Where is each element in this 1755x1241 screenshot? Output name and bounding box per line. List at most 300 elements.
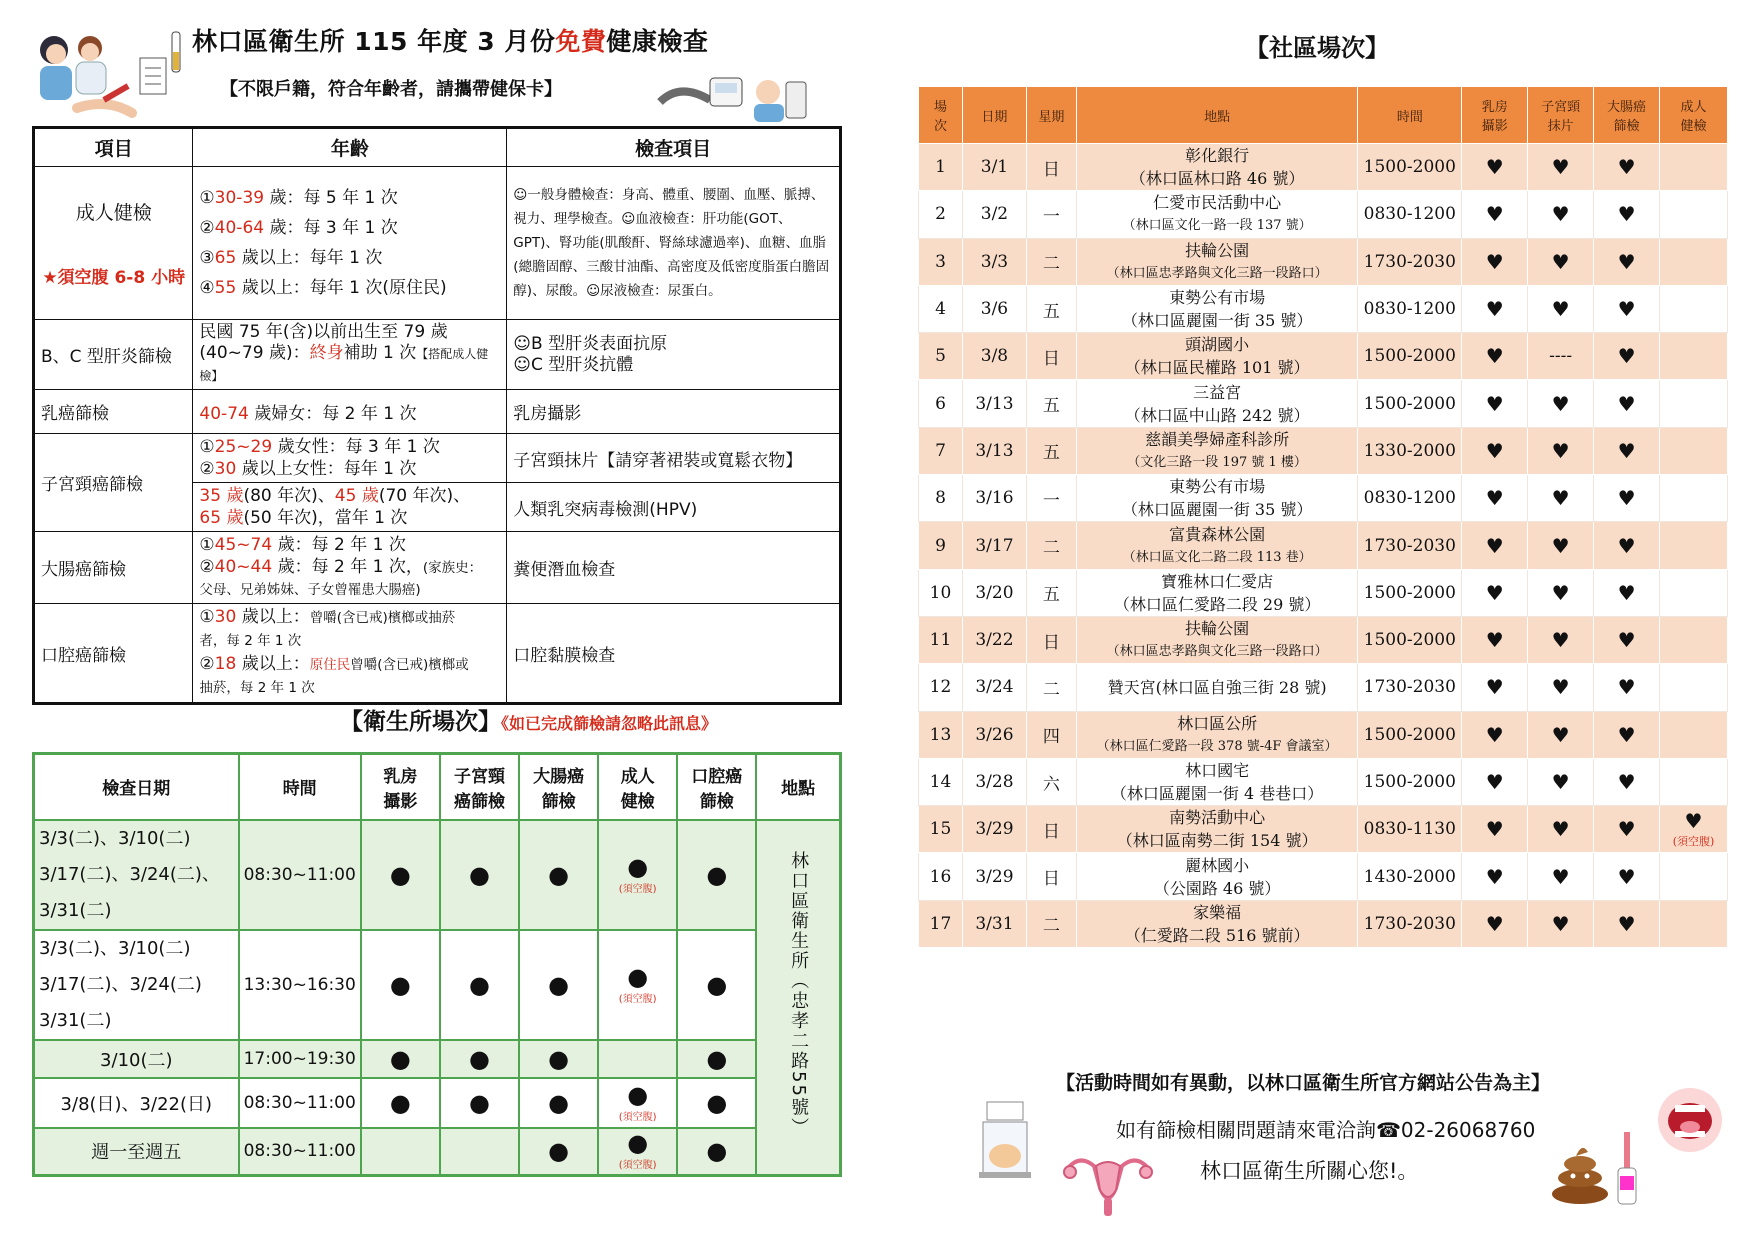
hepatitis-exam: ☺C 型肝炎抗體 [513,354,634,375]
community-location [1076,664,1358,711]
dot-adult: ● (須空腹) [598,820,677,930]
community-location [1076,569,1358,616]
community-no: 17 [919,900,963,947]
community-no: 1 [919,144,963,191]
hpv-ages: 35 歲(80 年次)、45 歲(70 年次)、 65 歲(50 年次)，當年 1 次 [193,483,507,532]
community-location-name: 南勢活動中心 [1169,808,1266,828]
dot-cervical-empty [440,1128,519,1176]
adult-empty [1659,285,1727,332]
breast-age: 40-74 歲婦女：每 2 年 1 次 [193,390,507,434]
heart-colon: ♥ [1594,285,1660,332]
heart-breast: ♥ [1462,191,1528,238]
community-row [919,285,1728,332]
table-row-breast [34,390,841,434]
community-location-name: 寶雅林口仁愛店 [1161,571,1274,591]
heart-cervical: ♥ [1528,806,1594,853]
heart-breast: ♥ [1462,616,1528,663]
heart-cervical: ♥ [1528,664,1594,711]
community-time: 1500-2000 [1358,380,1462,427]
community-location-name: 仁愛市民活動中心 [1153,193,1282,213]
dot-adult: ● (須空腹) [598,1078,677,1128]
table-row-hepatitis [34,320,841,390]
community-row [919,380,1728,427]
community-no: 7 [919,427,963,474]
community-row [919,758,1728,805]
community-day: 五 [1026,569,1076,616]
dot-cervical: ● [440,820,519,930]
community-day: 日 [1026,616,1076,663]
community-day: 日 [1026,144,1076,191]
clinic-row [34,820,841,930]
heart-cervical: ♥ [1528,616,1594,663]
heart-cervical: ♥ [1528,522,1594,569]
community-header-row [919,87,1728,144]
heart-breast: ♥ [1462,285,1528,332]
clinic-row [34,1128,841,1176]
cervical-age-line: ①25~29 歲女性：每 3 年 1 次 [199,437,440,457]
heart-breast: ♥ [1462,522,1528,569]
community-location [1076,806,1358,853]
community-date: 3/29 [962,806,1026,853]
adult-empty [1659,664,1727,711]
table-header-row [34,128,841,167]
community-no: 9 [919,522,963,569]
community-header-date: 日期 [962,87,1026,144]
dot-oral: ● [677,930,756,1040]
community-location [1076,380,1358,427]
community-time: 1730-2030 [1358,238,1462,285]
community-location-address: （林口區麗園一街 35 號） [1121,311,1313,331]
community-day: 一 [1026,475,1076,522]
community-date: 3/13 [962,427,1026,474]
clinic-date: 3/3(二)、3/10(二) 3/17(二)、3/24(二)、 3/31(二) [34,820,239,930]
heart-breast: ♥ [1462,758,1528,805]
dot-colon: ● [519,1040,598,1078]
community-row [919,475,1728,522]
clinic-header-adult: 成人 健檢 [598,754,677,820]
community-no: 14 [919,758,963,805]
community-location [1076,191,1358,238]
colorectal-age-line: ①45~74 歲：每 2 年 1 次 [199,535,406,555]
page-subtitle: 【不限戶籍，符合年齡者，請攜帶健保卡】 [220,79,562,100]
heart-colon: ♥ [1594,191,1660,238]
community-location-name: 三益宮 [1193,382,1242,402]
community-time: 1500-2000 [1358,569,1462,616]
community-location [1076,144,1358,191]
dot-oral: ● [677,1040,756,1078]
clinic-date: 週一至週五 [34,1128,239,1176]
community-no: 4 [919,285,963,332]
adult-age-line: ①30-39 歲：每 5 年 1 次 [199,188,398,208]
community-day: 日 [1026,853,1076,900]
community-location [1076,475,1358,522]
breast-exam: 乳房攝影 [507,390,841,434]
community-no: 16 [919,853,963,900]
community-no: 5 [919,333,963,380]
dot-adult: ● (須空腹) [598,1128,677,1176]
community-location-name: 慈韻美學婦產科診所 [1145,429,1290,449]
heart-colon: ♥ [1594,238,1660,285]
heart-colon: ♥ [1594,616,1660,663]
community-location-name: 東勢公有市場 [1169,288,1266,308]
community-time: 1730-2030 [1358,664,1462,711]
heart-colon: ♥ [1594,806,1660,853]
heart-breast: ♥ [1462,806,1528,853]
community-row [919,616,1728,663]
dot-breast: ● [361,820,440,930]
community-row [919,806,1728,853]
adult-name-cell [34,167,193,320]
heart-cervical: ♥ [1528,427,1594,474]
heart-cervical: ♥ [1528,475,1594,522]
community-header-location: 地點 [1076,87,1358,144]
community-location-address: （林口區仁愛路二段 29 號） [1113,594,1321,614]
breast-name: 乳癌篩檢 [34,390,193,434]
community-date: 3/16 [962,475,1026,522]
cervical-exam: 子宮頸抹片【請穿著裙裝或寬鬆衣物】 [507,434,841,483]
community-time: 1500-2000 [1358,333,1462,380]
colorectal-exam: 糞便潛血檢查 [507,532,841,604]
community-date: 3/17 [962,522,1026,569]
community-day: 二 [1026,238,1076,285]
title-prefix: 林口區衛生所 115 年度 3 月份 [192,27,556,56]
dot-colon: ● [519,1078,598,1128]
dot-colon: ● [519,930,598,1040]
clinic-date: 3/3(二)、3/10(二) 3/17(二)、3/24(二) 3/31(二) [34,930,239,1040]
change-notice: 【活動時間如有異動，以林口區衛生所官方網站公告為主】 [1056,1072,1551,1094]
community-location-address: （仁愛路二段 516 號前） [1124,925,1310,945]
clinic-header-cervical: 子宮頸 癌篩檢 [440,754,519,820]
heart-cervical: ♥ [1528,238,1594,285]
adult-empty [1659,380,1727,427]
oral-age-line: ①30 歲以上：曾嚼(含已戒)檳榔或抽菸 [199,607,456,627]
adult-empty [1659,900,1727,947]
clinic-header-breast: 乳房 攝影 [361,754,440,820]
heart-colon: ♥ [1594,522,1660,569]
clinic-date: 3/10(二) [34,1040,239,1078]
heart-cervical: ♥ [1528,900,1594,947]
community-no: 11 [919,616,963,663]
heart-colon: ♥ [1594,333,1660,380]
community-day: 日 [1026,806,1076,853]
community-day: 五 [1026,427,1076,474]
clinic-time: 17:00~19:30 [239,1040,361,1078]
community-location-address: （林口區文化二路二段 113 巷） [1122,549,1312,565]
community-date: 3/3 [962,238,1026,285]
community-row [919,664,1728,711]
heart-colon: ♥ [1594,853,1660,900]
clinic-row [34,1040,841,1078]
community-location-name: 林口區公所 [1177,713,1258,733]
adult-age-line: ④55 歲以上：每年 1 次(原住民) [199,278,447,298]
community-date: 3/31 [962,900,1026,947]
table-row-colorectal [34,532,841,604]
clinic-note: 《如已完成篩檢請忽略此訊息》 [501,714,718,733]
community-time: 0830-1200 [1358,191,1462,238]
heart-colon: ♥ [1594,711,1660,758]
community-date: 3/24 [962,664,1026,711]
community-location [1076,853,1358,900]
community-location [1076,711,1358,758]
header-exam: 檢查項目 [507,128,841,167]
heart-cervical: ♥ [1528,711,1594,758]
adult-empty [1659,191,1727,238]
community-date: 3/13 [962,380,1026,427]
adult-empty [1659,427,1727,474]
community-location-name: 贊天宮(林口區自強三街 28 號) [1107,677,1327,697]
community-time: 1500-2000 [1358,758,1462,805]
community-date: 3/22 [962,616,1026,663]
dot-adult-empty [598,1040,677,1078]
colorectal-age-line: 父母、兄弟姊妹、子女曾罹患大腸癌) [199,582,421,598]
community-no: 2 [919,191,963,238]
mouth-icon [1655,1085,1725,1155]
adult-empty [1659,853,1727,900]
clinic-title: 【衛生所場次】 [340,709,501,735]
community-no: 15 [919,806,963,853]
community-time: 1730-2030 [1358,522,1462,569]
oral-age-line: 抽菸，每 2 年 1 次 [199,680,315,696]
clinic-header-location: 地點 [756,754,840,820]
adult-empty [1659,711,1727,758]
community-day: 一 [1026,191,1076,238]
adult-ages-cell [193,167,507,320]
clinic-time: 08:30~11:00 [239,820,361,930]
adult-empty [1659,238,1727,285]
community-header-cervical: 子宮頸 抹片 [1528,87,1594,144]
hepatitis-age-line: (40~79 歲)：終身補助 1 次【搭配成人健檢】 [199,343,489,383]
colorectal-name: 大腸癌篩檢 [34,532,193,604]
dot-cervical: ● [440,1040,519,1078]
hepatitis-ages-cell [193,320,507,390]
community-day: 六 [1026,758,1076,805]
clinic-header-oral: 口腔癌 篩檢 [677,754,756,820]
community-header-no: 場 次 [919,87,963,144]
community-day: 五 [1026,285,1076,332]
header-item: 項目 [34,128,193,167]
colorectal-ages-cell [193,532,507,604]
hepatitis-age-line: 民國 75 年(含)以前出生至 79 歲 [199,322,448,342]
adult-empty [1659,144,1727,191]
community-location-name: 富貴森林公園 [1169,524,1266,544]
community-location-address: （公園路 46 號） [1153,878,1281,898]
hepatitis-name: B、C 型肝炎篩檢 [34,320,193,390]
community-row [919,144,1728,191]
community-row [919,238,1728,285]
community-time: 0830-1130 [1358,806,1462,853]
community-row [919,522,1728,569]
community-location-address: （林口區中山路 242 號） [1124,405,1310,425]
heart-cervical: ♥ [1528,380,1594,427]
cervical-age-line: ②30 歲以上女性：每年 1 次 [199,459,417,479]
oral-age-line: 者，每 2 年 1 次 [199,633,302,649]
heart-colon: ♥ [1594,664,1660,711]
dot-breast: ● [361,1040,440,1078]
community-location-name: 家樂福 [1193,902,1242,922]
clinic-time: 08:30~11:00 [239,1078,361,1128]
community-location-name: 麗林國小 [1185,855,1250,875]
table-row-cervical [34,434,841,483]
community-no: 12 [919,664,963,711]
community-row [919,711,1728,758]
community-heading: 【社區場次】 [1245,34,1389,62]
community-header-colon: 大腸癌 篩檢 [1594,87,1660,144]
contact-line: 如有篩檢相關問題請來電洽詢☎02-26068760 [1116,1118,1536,1142]
dot-colon: ● [519,1128,598,1176]
clinic-location: 林口區衛生所（忠孝二路55號） [756,820,840,1176]
clinic-time: 13:30~16:30 [239,930,361,1040]
community-location [1076,333,1358,380]
community-time: 0830-1200 [1358,285,1462,332]
dash-cervical: ---- [1528,333,1594,380]
community-sessions-table [918,86,1728,948]
heart-cervical: ♥ [1528,569,1594,616]
community-location-name: 東勢公有市場 [1169,477,1266,497]
heart-cervical: ♥ [1528,853,1594,900]
stool-test-icon [1548,1128,1658,1208]
community-location-address: （林口區文化一路一段 137 號） [1122,218,1312,234]
community-date: 3/29 [962,853,1026,900]
community-time: 1430-2000 [1358,853,1462,900]
heart-breast: ♥ [1462,900,1528,947]
community-day: 五 [1026,380,1076,427]
community-row [919,900,1728,947]
community-date: 3/6 [962,285,1026,332]
heart-cervical: ♥ [1528,191,1594,238]
adult-name: 成人健檢 [75,202,152,224]
adult-empty [1659,475,1727,522]
community-location-name: 彰化銀行 [1185,146,1250,166]
community-location-name: 頭湖國小 [1185,335,1250,355]
clinic-header-colon: 大腸癌 篩檢 [519,754,598,820]
community-day: 二 [1026,664,1076,711]
hepatitis-exam-cell [507,320,841,390]
community-location-name: 扶輪公園 [1185,240,1250,260]
heart-colon: ♥ [1594,900,1660,947]
adult-empty [1659,569,1727,616]
heart-breast: ♥ [1462,475,1528,522]
community-header-adult: 成人 健檢 [1659,87,1727,144]
adult-empty [1659,758,1727,805]
community-location [1076,238,1358,285]
title-suffix: 健康檢查 [606,27,709,56]
colorectal-age-line: ②40~44 歲：每 2 年 1 次，(家族史： [199,557,483,577]
doctor-illustration [32,28,182,128]
oral-ages-cell [193,604,507,704]
community-location [1076,900,1358,947]
heart-cervical: ♥ [1528,144,1594,191]
community-no: 10 [919,569,963,616]
heart-cervical: ♥ [1528,285,1594,332]
heart-breast: ♥ [1462,853,1528,900]
heart-colon: ♥ [1594,758,1660,805]
community-location [1076,616,1358,663]
community-time: 0830-1200 [1358,475,1462,522]
cervical-ages-cell [193,434,507,483]
community-location-address: （林口區麗園一街 4 巷巷口） [1110,784,1324,803]
community-location-address: （林口區麗園一街 35 號） [1121,500,1313,520]
community-day: 四 [1026,711,1076,758]
heart-colon: ♥ [1594,569,1660,616]
community-location-name: 扶輪公園 [1185,619,1250,639]
heart-breast: ♥ [1462,427,1528,474]
community-row [919,191,1728,238]
adult-age-line: ②40-64 歲：每 3 年 1 次 [199,218,398,238]
adult-age-line: ③65 歲以上：每年 1 次 [199,248,383,268]
heart-colon: ♥ [1594,380,1660,427]
closing-line: 林口區衛生所關心您!。 [1200,1159,1419,1183]
clinic-date: 3/8(日)、3/22(日) [34,1078,239,1128]
community-location [1076,427,1358,474]
clinic-header-time: 時間 [239,754,361,820]
dot-colon: ● [519,820,598,930]
community-time: 1330-2000 [1358,427,1462,474]
adult-exam: ☺一般身體檢查：身高、體重、腰圍、血壓、脈搏、視力、理學檢查。☺血液檢查：肝功能(GOT、GPT)、腎功能(肌酸酐、腎絲球濾過率)、血糖、血脂(總膽固醇、三酸甘油酯、高密度及低密度脂蛋白膽固醇)、尿酸。☺尿液檢查：尿蛋白。 [507,167,841,320]
dot-adult: ● (須空腹) [598,930,677,1040]
dot-cervical: ● [440,1078,519,1128]
clinic-heading [340,703,717,736]
oral-age-line: ②18 歲以上：原住民曾嚼(含已戒)檳榔或 [199,654,469,674]
table-row-oral [34,604,841,704]
clinic-header-row [34,754,841,820]
oral-exam: 口腔黏膜檢查 [507,604,841,704]
community-row [919,427,1728,474]
community-location [1076,285,1358,332]
heart-colon: ♥ [1594,427,1660,474]
community-no: 6 [919,380,963,427]
oral-name: 口腔癌篩檢 [34,604,193,704]
hepatitis-exam: ☺B 型肝炎表面抗原 [513,333,668,354]
community-row [919,333,1728,380]
community-time: 1500-2000 [1358,616,1462,663]
community-row [919,569,1728,616]
community-location-address: （林口區忠孝路與文化三路一段路口） [1106,644,1328,660]
community-no: 8 [919,475,963,522]
community-day: 日 [1026,333,1076,380]
blood-pressure-illustration [650,72,810,124]
community-date: 3/2 [962,191,1026,238]
community-date: 3/26 [962,711,1026,758]
community-time: 1500-2000 [1358,711,1462,758]
clinic-time: 08:30~11:00 [239,1128,361,1176]
community-location-address: （林口區南勢二街 154 號） [1116,831,1318,851]
heart-breast: ♥ [1462,664,1528,711]
page-title [192,22,732,58]
heart-breast: ♥ [1462,333,1528,380]
dot-cervical: ● [440,930,519,1040]
heart-adult: ♥ (須空腹) [1659,806,1727,853]
heart-breast: ♥ [1462,238,1528,285]
mammography-icon [975,1100,1035,1180]
dot-oral: ● [677,820,756,930]
community-header-time: 時間 [1358,87,1462,144]
community-location-address: （林口區民權路 101 號） [1124,358,1310,378]
community-header-day: 星期 [1026,87,1076,144]
heart-cervical: ♥ [1528,758,1594,805]
community-location-address: （林口區仁愛路一段 378 號-4F 會議室） [1096,738,1338,754]
community-day: 二 [1026,522,1076,569]
heart-breast: ♥ [1462,380,1528,427]
heart-breast: ♥ [1462,144,1528,191]
community-no: 3 [919,238,963,285]
community-date: 3/20 [962,569,1026,616]
hpv-exam: 人類乳突病毒檢測(HPV) [507,483,841,532]
community-location-address: （林口區忠孝路與文化三路一段路口） [1106,265,1328,281]
fasting-note: ★須空腹 6-8 小時 [42,268,186,288]
dot-breast: ● [361,930,440,1040]
community-location-name: 林口國宅 [1185,761,1250,780]
heart-colon: ♥ [1594,144,1660,191]
